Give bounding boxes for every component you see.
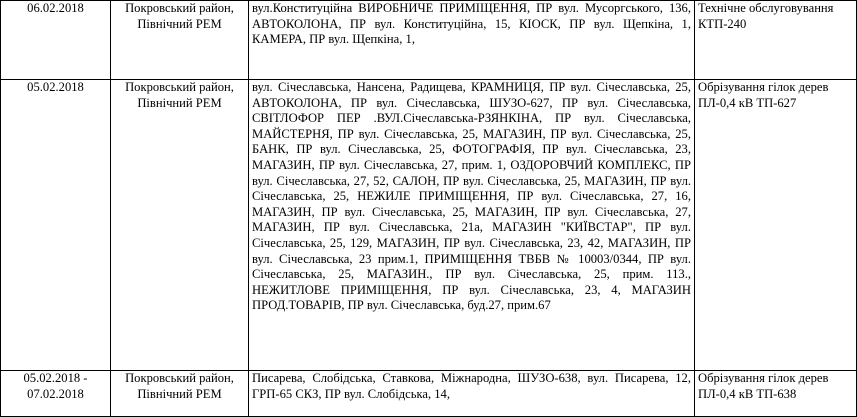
table-row (1, 1, 857, 80)
work-object: ПЛ-0,4 кВ ТП-627 (698, 95, 797, 110)
table-row (1, 80, 857, 371)
work-type: Обрізування гілок дерев (698, 371, 829, 385)
date-start: 05.02.2018 - (23, 371, 88, 385)
addresses-cell: вул.Конституційна ВИРОБНИЧЕ ПРИМІЩЕННЯ, ПР вул. Мусоргського, 136, АВТОКОЛОНА, ПР вул. Конституційна, 15, КІОСК, ПР вул. Щепкіна, 1, КАМЕРА, ПР вул. Щепкіна, 1, (249, 1, 695, 80)
work-type: Обрізування гілок дерев (698, 80, 829, 94)
work-object: ПЛ-0,4 кВ ТП-638 (698, 386, 797, 401)
date-end: 07.02.2018 (27, 386, 84, 401)
work-cell (695, 371, 857, 417)
rem-label: Північний РЕМ (137, 16, 222, 31)
date-cell: 06.02.2018 (1, 1, 111, 80)
rem-label: Північний РЕМ (137, 386, 222, 401)
work-type: Технічне обслуговування (698, 1, 834, 15)
rem-label: Північний РЕМ (137, 95, 222, 110)
work-cell (695, 80, 857, 371)
work-object: КТП-240 (698, 16, 747, 31)
date-cell: 05.02.2018 (1, 80, 111, 371)
date-cell (1, 371, 111, 417)
addresses-cell: Писарева, Слобідська, Ставкова, Міжнародна, ШУЗО-638, вул. Писарева, 12, ГРП-65 СКЗ, ПР вул. Слобідська, 14, (249, 371, 695, 417)
district-cell (111, 1, 249, 80)
table-row (1, 371, 857, 417)
work-cell (695, 1, 857, 80)
district-label: Покровський район, (125, 1, 234, 15)
district-cell (111, 80, 249, 371)
addresses-cell: вул. Січеславська, Нансена, Радищева, КРАМНИЦЯ, ПР вул. Січеславська, 25, АВТОКОЛОНА, ПР вул. Січеславська, ШУЗО-627, ПР вул. Січеславська, СВІТЛОФОР ПЕР .ВУЛ.Січеславська-РЗЯНКІНА, ПР вул. Січеславська, МАЙСТЕРНЯ, ПР вул. Січеславська, 25, МАГАЗИН, ПР вул. Січеславська, 25, БАНК, ПР вул. Січеславська, 25, ФОТОГРАФІЯ, ПР вул. Січеславська, 23, МАГАЗИН, ПР вул. Січеславська, 27, прим. 1, ОЗДОРОВЧИЙ КОМПЛЕКС, ПР вул. Січеславська, 27, 52, САЛОН, ПР вул. Січеславська, 25, МАГАЗИН, ПР вул. Січеславська, 25, НЕЖИЛЕ ПРИМІЩЕННЯ, ПР вул. Січеславська, 27, 16, МАГАЗИН, ПР вул. Січеславська, 25, МАГАЗИН, ПР вул. Січеславська, 27, МАГАЗИН, ПР вул. Січеславська, 21а, МАГАЗИН "КИЇВСТАР", ПР вул. Січеславська, 25, 129, МАГАЗИН, ПР вул. Січеславська, 23, 42, МАГАЗИН, ПР вул. Січеславська, 23 прим.1, ПРИМІЩЕННЯ ТВБВ № 10003/0344, ПР вул. Січеславська, 25, МАГАЗИН., ПР вул. Січеславська, 25, прим. 113., НЕЖИТЛОВЕ ПРИМІЩЕННЯ, ПР вул. Січеславська, 23, 4, МАГАЗИН ПРОД.ТОВАРІВ, ПР вул. Січеславська, буд.27, прим.67 (249, 80, 695, 371)
district-label: Покровський район, (125, 80, 234, 94)
district-cell (111, 371, 249, 417)
district-label: Покровський район, (125, 371, 234, 385)
